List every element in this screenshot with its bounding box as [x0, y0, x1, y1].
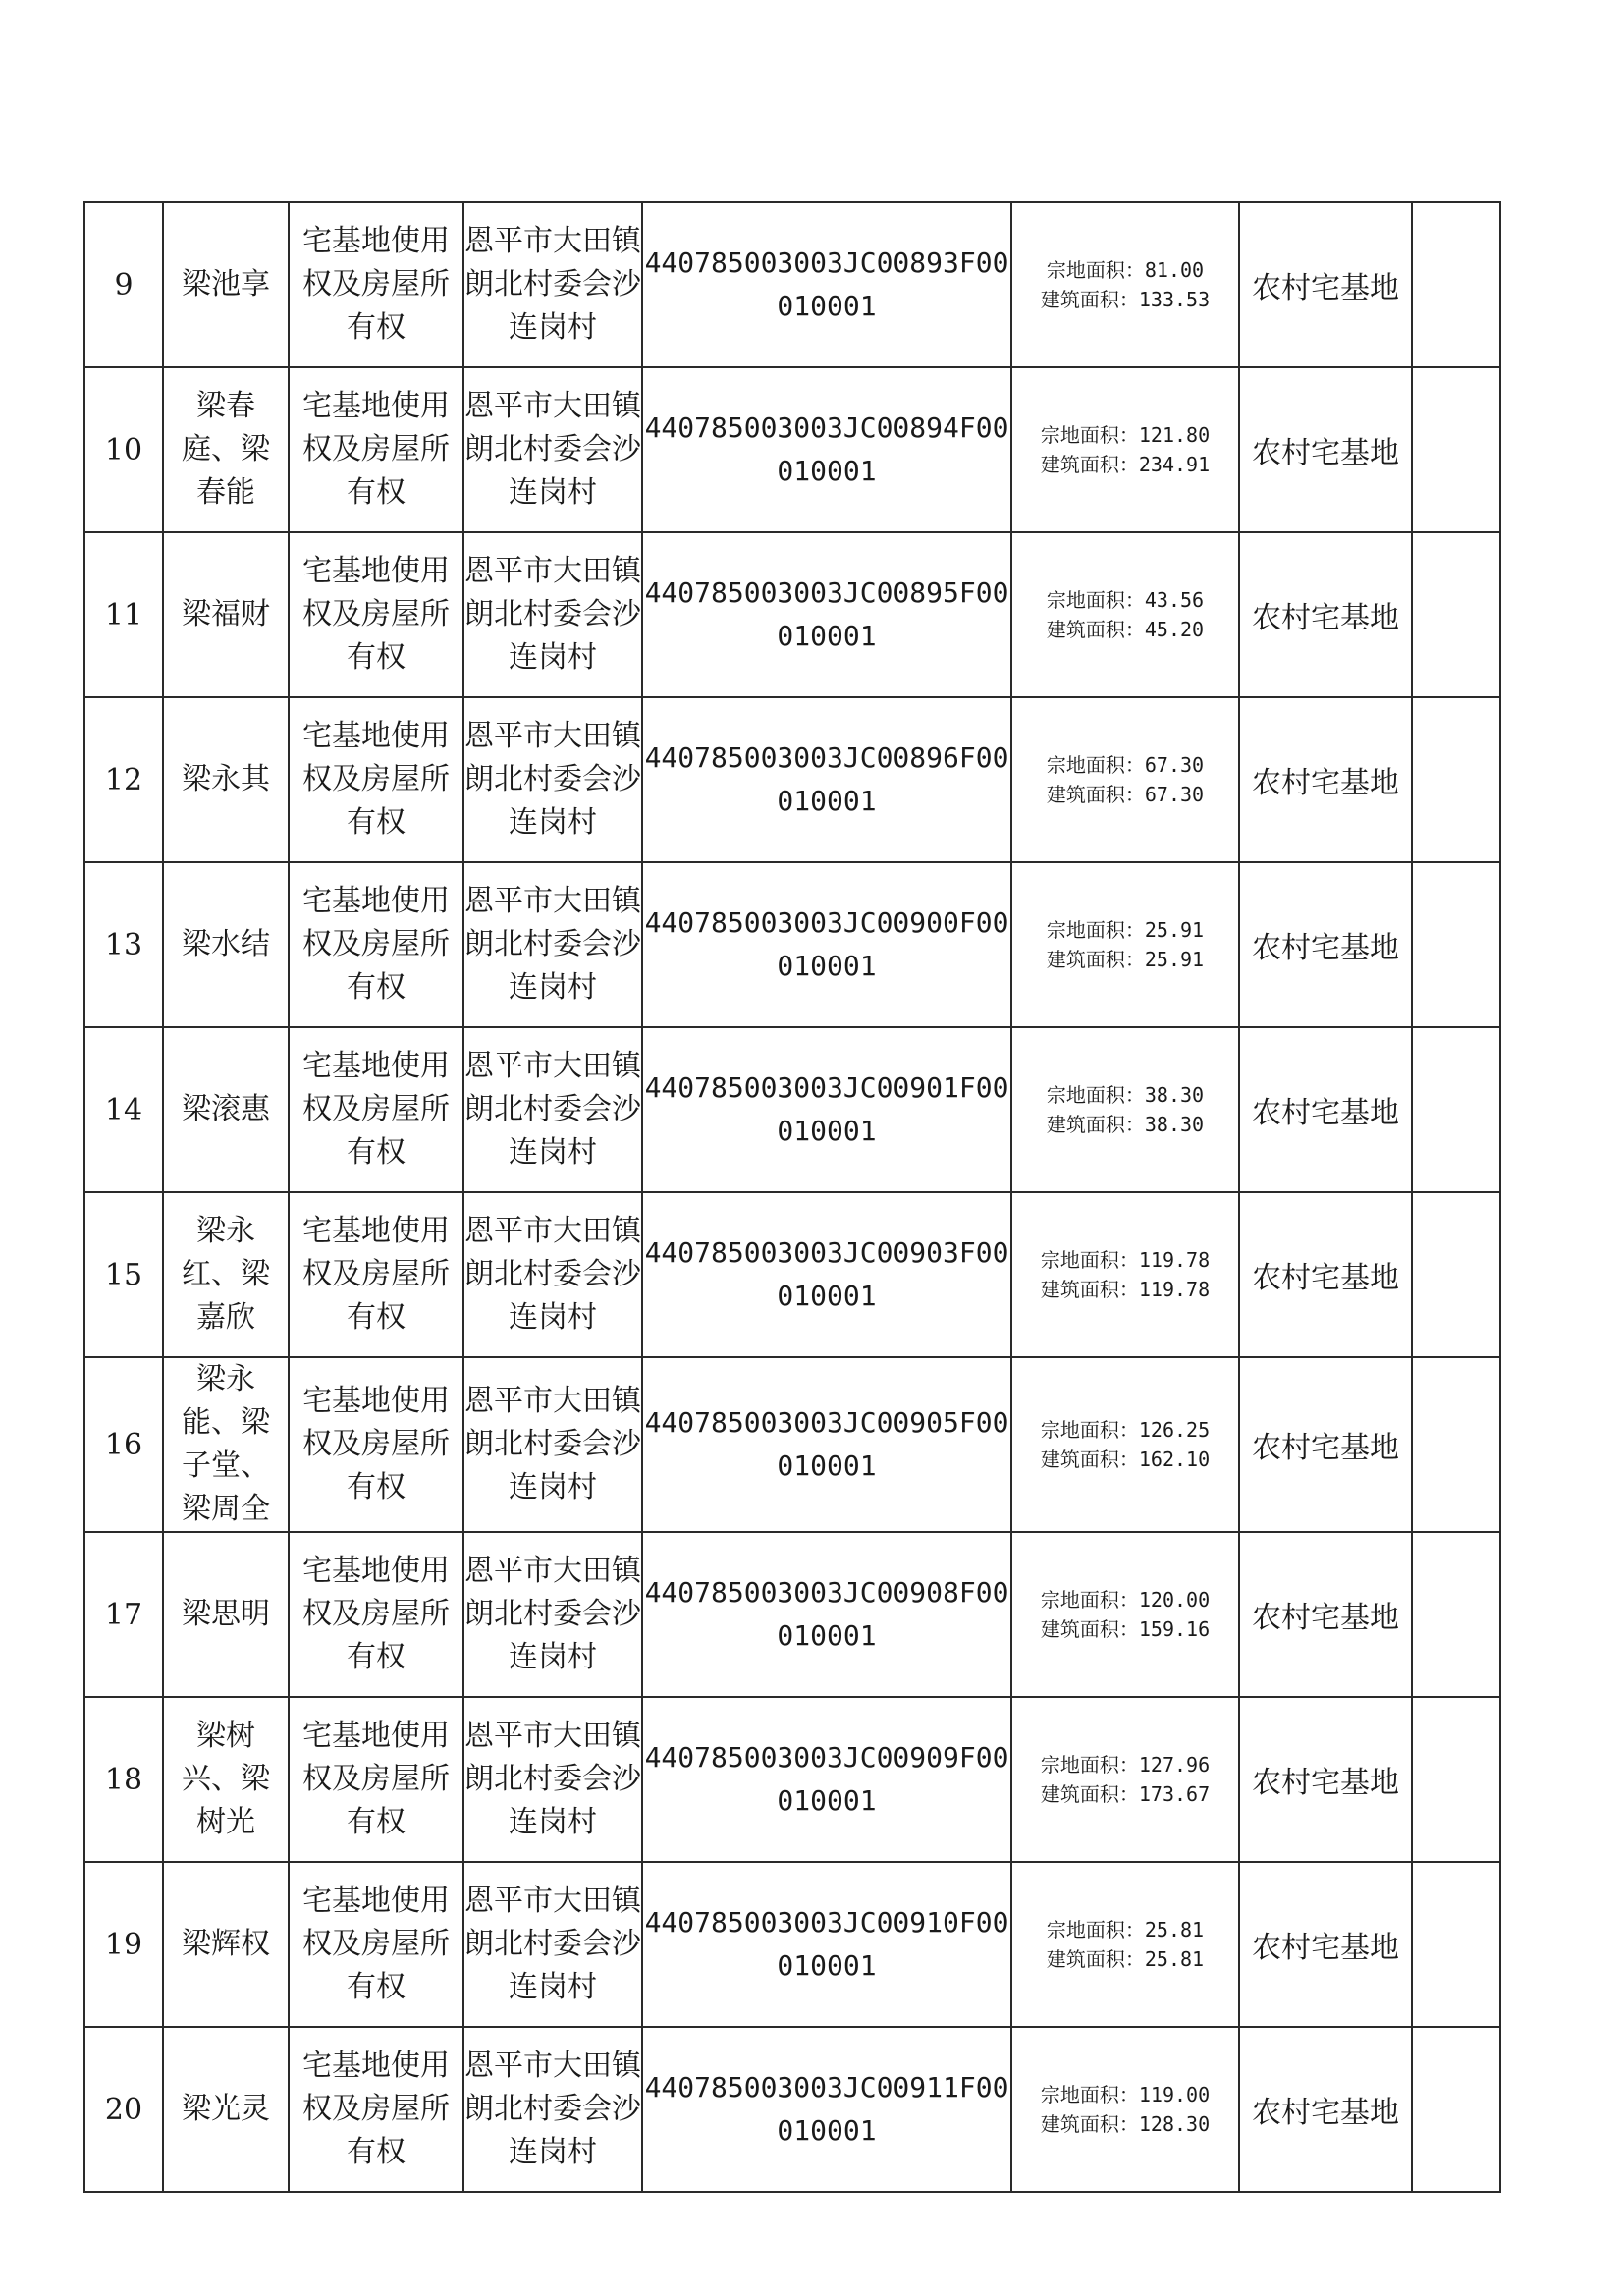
remark-cell [1412, 1862, 1500, 2027]
row-number-cell [84, 1697, 163, 1862]
unit-code-cell [642, 1357, 1011, 1532]
table-row [84, 367, 1500, 532]
area-cell [1011, 1357, 1239, 1532]
building-area-label: 建筑面积： [1040, 453, 1139, 476]
land-area-label: 宗地面积： [1040, 423, 1139, 447]
owner-name: 梁树兴、梁树光 [182, 1719, 270, 1839]
row-number-cell [84, 202, 163, 367]
remark-cell [1412, 1532, 1500, 1697]
location: 恩平市大田镇朗北村委会沙连岗村 [464, 1884, 641, 2004]
land-area-label: 宗地面积： [1040, 2083, 1139, 2106]
table-row [84, 1532, 1500, 1697]
row-number-cell [84, 1862, 163, 2027]
location-cell [463, 1697, 642, 1862]
land-area-line [1012, 1750, 1238, 1779]
unit-code: 440785003003JC00894F00010001 [644, 411, 1009, 487]
land-use-cell [1239, 1027, 1412, 1192]
land-area-line [1012, 2080, 1238, 2109]
row-number: 17 [104, 1597, 143, 1632]
land-area-value: 121.80 [1138, 423, 1211, 447]
location-cell [463, 1532, 642, 1697]
owner-name-cell [163, 202, 289, 367]
row-number-cell [84, 1027, 163, 1192]
table-row [84, 1027, 1500, 1192]
area-cell [1011, 862, 1239, 1027]
row-number-cell [84, 2027, 163, 2192]
right-type: 宅基地使用权及房屋所有权 [302, 1719, 450, 1839]
land-use-cell [1239, 202, 1412, 367]
land-area-label: 宗地面积： [1040, 1418, 1139, 1442]
land-area-line [1012, 1245, 1238, 1275]
building-area-line [1012, 1445, 1238, 1474]
land-use-cell [1239, 1192, 1412, 1357]
land-area-value: 25.91 [1144, 918, 1205, 942]
location: 恩平市大田镇朗北村委会沙连岗村 [464, 2049, 641, 2169]
unit-code-cell [642, 697, 1011, 862]
location: 恩平市大田镇朗北村委会沙连岗村 [464, 1214, 641, 1335]
right-type: 宅基地使用权及房屋所有权 [302, 224, 450, 345]
area-cell [1011, 1532, 1239, 1697]
owner-name: 梁水结 [182, 927, 270, 961]
location: 恩平市大田镇朗北村委会沙连岗村 [464, 884, 641, 1005]
property-rights-table [83, 201, 1501, 2193]
building-area-line [1012, 2109, 1238, 2139]
building-area-label: 建筑面积： [1046, 948, 1145, 971]
land-area-label: 宗地面积： [1046, 1918, 1145, 1941]
building-area-label: 建筑面积： [1040, 1617, 1139, 1641]
right-type-cell [289, 1192, 463, 1357]
owner-name: 梁光灵 [182, 2092, 270, 2126]
right-type-cell [289, 1697, 463, 1862]
owner-name: 梁春庭、梁春能 [182, 389, 270, 510]
row-number: 11 [104, 597, 143, 632]
right-type-cell [289, 202, 463, 367]
area-cell [1011, 697, 1239, 862]
right-type: 宅基地使用权及房屋所有权 [302, 1214, 450, 1335]
table-row [84, 1697, 1500, 1862]
building-area-line [1012, 945, 1238, 974]
table-body [84, 202, 1500, 2192]
row-number: 9 [114, 267, 134, 302]
land-use: 农村宅基地 [1252, 1766, 1399, 1800]
owner-name-cell [163, 1532, 289, 1697]
row-number: 18 [104, 1762, 143, 1797]
table-row [84, 862, 1500, 1027]
right-type: 宅基地使用权及房屋所有权 [302, 554, 450, 675]
owner-name-cell [163, 1697, 289, 1862]
land-use-cell [1239, 1862, 1412, 2027]
unit-code-cell [642, 2027, 1011, 2192]
land-area-value: 81.00 [1144, 258, 1205, 282]
remark-cell [1412, 1357, 1500, 1532]
land-use-cell [1239, 862, 1412, 1027]
land-area-value: 38.30 [1144, 1083, 1205, 1107]
row-number: 20 [104, 2092, 143, 2127]
building-area-value: 67.30 [1144, 783, 1205, 806]
owner-name-cell [163, 862, 289, 1027]
land-area-line [1012, 1080, 1238, 1110]
building-area-value: 159.16 [1138, 1617, 1211, 1641]
building-area-line [1012, 1944, 1238, 1974]
table-row [84, 2027, 1500, 2192]
row-number: 12 [104, 762, 143, 797]
right-type-cell [289, 697, 463, 862]
building-area-line [1012, 615, 1238, 644]
building-area-value: 45.20 [1144, 618, 1205, 641]
land-use: 农村宅基地 [1252, 1601, 1399, 1635]
right-type-cell [289, 1532, 463, 1697]
land-use: 农村宅基地 [1252, 1096, 1399, 1130]
land-area-label: 宗地面积： [1046, 1083, 1145, 1107]
land-area-value: 119.00 [1138, 2083, 1211, 2106]
land-area-line [1012, 255, 1238, 285]
unit-code: 440785003003JC00910F00010001 [644, 1906, 1009, 1982]
location-cell [463, 1357, 642, 1532]
row-number: 16 [104, 1427, 143, 1462]
land-area-value: 67.30 [1144, 753, 1205, 777]
building-area-value: 234.91 [1138, 453, 1211, 476]
location: 恩平市大田镇朗北村委会沙连岗村 [464, 1384, 641, 1504]
land-area-value: 126.25 [1138, 1418, 1211, 1442]
building-area-line [1012, 1275, 1238, 1304]
land-area-line [1012, 1915, 1238, 1944]
building-area-value: 133.53 [1138, 288, 1211, 311]
owner-name: 梁辉权 [182, 1927, 270, 1961]
owner-name: 梁池享 [182, 267, 270, 301]
right-type-cell [289, 1862, 463, 2027]
owner-name: 梁福财 [182, 597, 270, 631]
land-use-cell [1239, 1532, 1412, 1697]
location: 恩平市大田镇朗北村委会沙连岗村 [464, 1554, 641, 1674]
owner-name-cell [163, 532, 289, 697]
row-number-cell [84, 1357, 163, 1532]
right-type: 宅基地使用权及房屋所有权 [302, 1554, 450, 1674]
land-area-line [1012, 750, 1238, 780]
owner-name: 梁永能、梁子堂、梁周全 [182, 1362, 270, 1526]
owner-name-cell [163, 1357, 289, 1532]
unit-code-cell [642, 1862, 1011, 2027]
building-area-line [1012, 1110, 1238, 1139]
table-row [84, 1192, 1500, 1357]
building-area-label: 建筑面积： [1040, 288, 1139, 311]
owner-name: 梁永红、梁嘉欣 [182, 1214, 270, 1335]
building-area-value: 128.30 [1138, 2112, 1211, 2136]
land-use: 农村宅基地 [1252, 601, 1399, 635]
land-use: 农村宅基地 [1252, 766, 1399, 800]
owner-name-cell [163, 367, 289, 532]
row-number: 10 [104, 432, 143, 467]
right-type-cell [289, 367, 463, 532]
table-row [84, 697, 1500, 862]
row-number-cell [84, 367, 163, 532]
building-area-label: 建筑面积： [1040, 1278, 1139, 1301]
owner-name-cell [163, 1192, 289, 1357]
land-use-cell [1239, 532, 1412, 697]
remark-cell [1412, 202, 1500, 367]
unit-code-cell [642, 1532, 1011, 1697]
building-area-label: 建筑面积： [1046, 783, 1145, 806]
land-area-line [1012, 1585, 1238, 1614]
unit-code: 440785003003JC00909F00010001 [644, 1741, 1009, 1817]
location-cell [463, 2027, 642, 2192]
owner-name: 梁永其 [182, 762, 270, 796]
right-type-cell [289, 1027, 463, 1192]
area-cell [1011, 1027, 1239, 1192]
location-cell [463, 532, 642, 697]
unit-code: 440785003003JC00908F00010001 [644, 1576, 1009, 1652]
remark-cell [1412, 1192, 1500, 1357]
building-area-line [1012, 780, 1238, 809]
area-cell [1011, 1697, 1239, 1862]
land-use: 农村宅基地 [1252, 2096, 1399, 2130]
area-cell [1011, 1862, 1239, 2027]
building-area-line [1012, 285, 1238, 314]
land-area-label: 宗地面积： [1040, 1753, 1139, 1777]
location-cell [463, 862, 642, 1027]
right-type: 宅基地使用权及房屋所有权 [302, 1049, 450, 1170]
land-area-label: 宗地面积： [1040, 1248, 1139, 1272]
unit-code: 440785003003JC00900F00010001 [644, 906, 1009, 982]
land-area-label: 宗地面积： [1046, 753, 1145, 777]
table-row [84, 202, 1500, 367]
row-number: 19 [104, 1927, 143, 1962]
location-cell [463, 697, 642, 862]
area-cell [1011, 367, 1239, 532]
unit-code-cell [642, 367, 1011, 532]
land-use-cell [1239, 1697, 1412, 1862]
unit-code: 440785003003JC00905F00010001 [644, 1406, 1009, 1482]
owner-name: 梁思明 [182, 1597, 270, 1631]
location-cell [463, 202, 642, 367]
building-area-label: 建筑面积： [1046, 618, 1145, 641]
building-area-value: 38.30 [1144, 1113, 1205, 1136]
building-area-line [1012, 1614, 1238, 1644]
location: 恩平市大田镇朗北村委会沙连岗村 [464, 719, 641, 840]
owner-name-cell [163, 1862, 289, 2027]
owner-name-cell [163, 2027, 289, 2192]
land-area-line [1012, 420, 1238, 450]
building-area-label: 建筑面积： [1040, 1782, 1139, 1806]
right-type-cell [289, 2027, 463, 2192]
unit-code: 440785003003JC00903F00010001 [644, 1236, 1009, 1312]
row-number: 13 [104, 927, 143, 962]
area-cell [1011, 1192, 1239, 1357]
land-area-label: 宗地面积： [1046, 258, 1145, 282]
land-use: 农村宅基地 [1252, 931, 1399, 965]
building-area-value: 25.91 [1144, 948, 1205, 971]
table-row [84, 532, 1500, 697]
location: 恩平市大田镇朗北村委会沙连岗村 [464, 389, 641, 510]
building-area-label: 建筑面积： [1046, 1947, 1145, 1971]
land-use: 农村宅基地 [1252, 1431, 1399, 1465]
location-cell [463, 1192, 642, 1357]
remark-cell [1412, 862, 1500, 1027]
right-type: 宅基地使用权及房屋所有权 [302, 2049, 450, 2169]
right-type: 宅基地使用权及房屋所有权 [302, 884, 450, 1005]
remark-cell [1412, 1697, 1500, 1862]
building-area-label: 建筑面积： [1040, 2112, 1139, 2136]
building-area-value: 162.10 [1138, 1448, 1211, 1471]
unit-code-cell [642, 1697, 1011, 1862]
owner-name: 梁滚惠 [182, 1092, 270, 1126]
row-number-cell [84, 862, 163, 1027]
row-number-cell [84, 1532, 163, 1697]
building-area-label: 建筑面积： [1046, 1113, 1145, 1136]
building-area-value: 119.78 [1138, 1278, 1211, 1301]
right-type-cell [289, 532, 463, 697]
land-use: 农村宅基地 [1252, 1931, 1399, 1965]
right-type: 宅基地使用权及房屋所有权 [302, 719, 450, 840]
right-type-cell [289, 1357, 463, 1532]
area-cell [1011, 532, 1239, 697]
remark-cell [1412, 1027, 1500, 1192]
location-cell [463, 1027, 642, 1192]
row-number-cell [84, 1192, 163, 1357]
land-use: 农村宅基地 [1252, 271, 1399, 305]
land-area-line [1012, 585, 1238, 615]
land-area-value: 120.00 [1138, 1588, 1211, 1612]
building-area-line [1012, 450, 1238, 479]
location: 恩平市大田镇朗北村委会沙连岗村 [464, 1719, 641, 1839]
land-area-value: 43.56 [1144, 588, 1205, 612]
unit-code-cell [642, 1027, 1011, 1192]
remark-cell [1412, 367, 1500, 532]
remark-cell [1412, 2027, 1500, 2192]
land-area-label: 宗地面积： [1046, 918, 1145, 942]
right-type: 宅基地使用权及房屋所有权 [302, 1884, 450, 2004]
row-number-cell [84, 697, 163, 862]
row-number: 15 [104, 1257, 143, 1292]
unit-code: 440785003003JC00901F00010001 [644, 1071, 1009, 1147]
land-use-cell [1239, 1357, 1412, 1532]
row-number-cell [84, 532, 163, 697]
unit-code: 440785003003JC00893F00010001 [644, 246, 1009, 322]
unit-code-cell [642, 532, 1011, 697]
land-area-value: 25.81 [1144, 1918, 1205, 1941]
area-cell [1011, 202, 1239, 367]
land-area-line [1012, 915, 1238, 945]
land-area-label: 宗地面积： [1040, 1588, 1139, 1612]
owner-name-cell [163, 697, 289, 862]
land-area-value: 127.96 [1138, 1753, 1211, 1777]
unit-code-cell [642, 202, 1011, 367]
land-area-line [1012, 1415, 1238, 1445]
land-use: 农村宅基地 [1252, 1261, 1399, 1295]
land-use-cell [1239, 367, 1412, 532]
remark-cell [1412, 697, 1500, 862]
unit-code-cell [642, 862, 1011, 1027]
remark-cell [1412, 532, 1500, 697]
right-type: 宅基地使用权及房屋所有权 [302, 389, 450, 510]
location-cell [463, 1862, 642, 2027]
unit-code: 440785003003JC00896F00010001 [644, 741, 1009, 817]
location: 恩平市大田镇朗北村委会沙连岗村 [464, 224, 641, 345]
building-area-value: 25.81 [1144, 1947, 1205, 1971]
area-cell [1011, 2027, 1239, 2192]
right-type-cell [289, 862, 463, 1027]
land-use-cell [1239, 2027, 1412, 2192]
location: 恩平市大田镇朗北村委会沙连岗村 [464, 554, 641, 675]
land-use: 农村宅基地 [1252, 436, 1399, 470]
building-area-value: 173.67 [1138, 1782, 1211, 1806]
table-row [84, 1357, 1500, 1532]
building-area-line [1012, 1779, 1238, 1809]
table-row [84, 1862, 1500, 2027]
unit-code: 440785003003JC00911F00010001 [644, 2071, 1009, 2147]
land-area-value: 119.78 [1138, 1248, 1211, 1272]
unit-code-cell [642, 1192, 1011, 1357]
location: 恩平市大田镇朗北村委会沙连岗村 [464, 1049, 641, 1170]
row-number: 14 [104, 1092, 143, 1127]
land-use-cell [1239, 697, 1412, 862]
right-type: 宅基地使用权及房屋所有权 [302, 1384, 450, 1504]
location-cell [463, 367, 642, 532]
owner-name-cell [163, 1027, 289, 1192]
land-area-label: 宗地面积： [1046, 588, 1145, 612]
building-area-label: 建筑面积： [1040, 1448, 1139, 1471]
unit-code: 440785003003JC00895F00010001 [644, 576, 1009, 652]
